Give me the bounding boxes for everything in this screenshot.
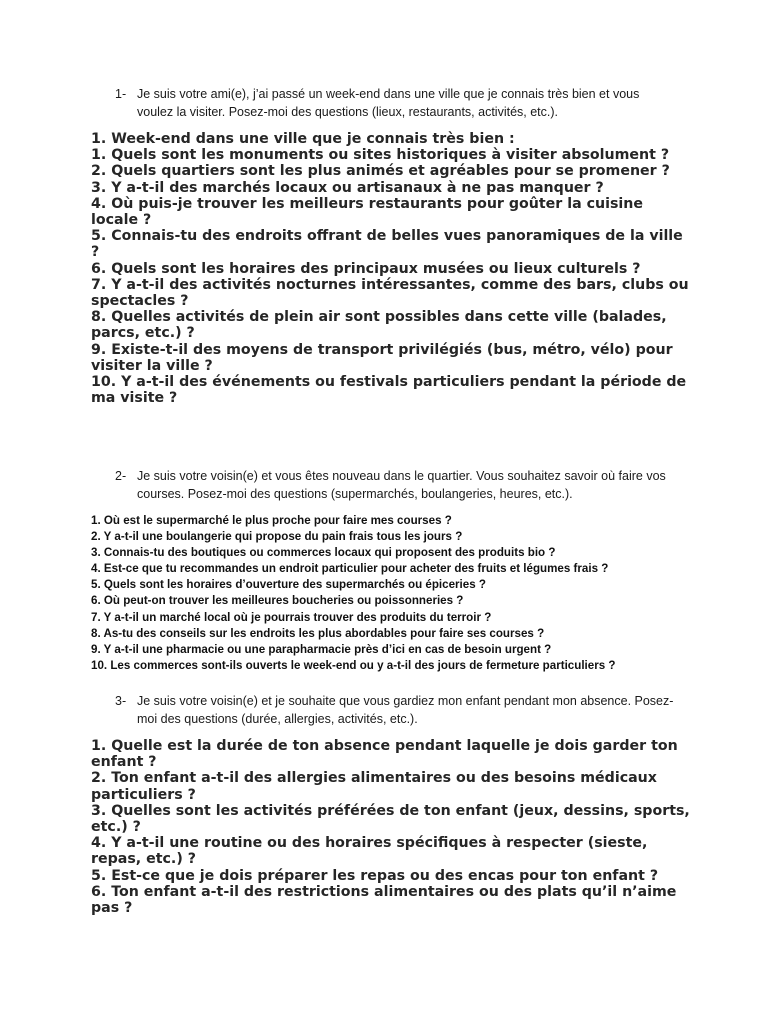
list-item: 3. Connais-tu des boutiques ou commerces locaux qui proposent des produits bio ?: [91, 546, 556, 560]
list-item: 4. Est-ce que tu recommandes un endroit particulier pour acheter des fruits et légumes frais ?: [91, 562, 609, 576]
list-item: 1. Quelle est la durée de ton absence pendant laquelle je dois garder ton enfant ?: [91, 738, 678, 771]
section1-prompt: [115, 86, 675, 121]
list-item: 3. Y a-t-il des marchés locaux ou artisanaux à ne pas manquer ?: [91, 179, 604, 196]
section1-prompt-text: Je suis votre ami(e), j’ai passé un week-end dans une ville que je connais très bien et vous voulez la visiter. Posez-moi des questions (lieux, restaurants, activités, etc.).: [137, 87, 640, 119]
list-item: 2. Y a-t-il une boulangerie qui propose du pain frais tous les jours ?: [91, 530, 463, 544]
list-item: 5. Connais-tu des endroits offrant de belles vues panoramiques de la ville ?: [91, 228, 683, 261]
list-item: 8. As-tu des conseils sur les endroits les plus abordables pour faire ses courses ?: [91, 626, 545, 640]
section2-prompt-text: Je suis votre voisin(e) et vous êtes nouveau dans le quartier. Vous souhaitez savoir où faire vos courses. Posez-moi des questions (supermarchés, boulangeries, heures, etc.).: [137, 469, 666, 501]
list-item: 1. Quels sont les monuments ou sites historiques à visiter absolument ?: [91, 147, 670, 164]
list-item: 3. Quelles sont les activités préférées de ton enfant (jeux, dessins, sports, etc.) ?: [91, 802, 690, 836]
list-item: 2. Quels quartiers sont les plus animés et agréables pour se promener ?: [91, 163, 670, 180]
list-item: 2. Ton enfant a-t-il des allergies alimentaires ou des besoins médicaux particuliers ?: [91, 770, 657, 803]
section1-prompt-number: 1-: [115, 87, 127, 101]
section2-prompt: [115, 468, 675, 503]
section2-prompt-number: 2-: [115, 469, 127, 483]
list-item: 5. Quels sont les horaires d’ouverture des supermarchés ou épiceries ?: [91, 578, 486, 592]
section3-prompt: [115, 693, 675, 728]
list-item: 9. Existe-t-il des moyens de transport privilégiés (bus, métro, vélo) pour visiter la ville ?: [91, 341, 673, 374]
list-item: 8. Quelles activités de plein air sont possibles dans cette ville (balades, parcs, etc.) ?: [91, 309, 667, 342]
section3-prompt-number: 3-: [115, 694, 127, 708]
section1-question-list: [91, 131, 691, 406]
list-item: 7. Y a-t-il des activités nocturnes intéressantes, comme des bars, clubs ou spectacles ?: [91, 276, 689, 310]
section3-prompt-text: Je suis votre voisin(e) et je souhaite que vous gardiez mon enfant pendant mon absence. Posez-moi des questions (durée, allergies, activités, etc.).: [137, 694, 674, 726]
list-item: 1. Où est le supermarché le plus proche pour faire mes courses ?: [91, 514, 452, 527]
list-item: 6. Où peut-on trouver les meilleures boucheries ou poissonneries ?: [91, 594, 464, 608]
list-item: 4. Où puis-je trouver les meilleurs restaurants pour goûter la cuisine locale ?: [91, 195, 643, 229]
list-item: 6. Quels sont les horaires des principaux musées ou lieux culturels ?: [91, 260, 641, 277]
list-item: 6. Ton enfant a-t-il des restrictions alimentaires ou des plats qu’il n’aime pas ?: [91, 883, 677, 917]
list-item: 7. Y a-t-il un marché local où je pourrais trouver des produits du terroir ?: [91, 610, 492, 624]
list-item: 10. Y a-t-il des événements ou festivals particuliers pendant la période de ma visite ?: [91, 374, 687, 407]
section2-question-list: [91, 513, 711, 674]
list-item: 4. Y a-t-il une routine ou des horaires spécifiques à respecter (sieste, repas, etc.) ?: [91, 835, 648, 868]
list-item: 9. Y a-t-il une pharmacie ou une parapharmacie près d’ici en cas de besoin urgent ?: [91, 642, 552, 656]
section3-question-list: [91, 738, 691, 916]
list-item: 5. Est-ce que je dois préparer les repas ou des encas pour ton enfant ?: [91, 867, 659, 884]
section1-heading: 1. Week-end dans une ville que je connais très bien :: [91, 131, 515, 147]
list-item: 10. Les commerces sont-ils ouverts le week-end ou y a-t-il des jours de fermeture particuliers ?: [91, 658, 616, 672]
